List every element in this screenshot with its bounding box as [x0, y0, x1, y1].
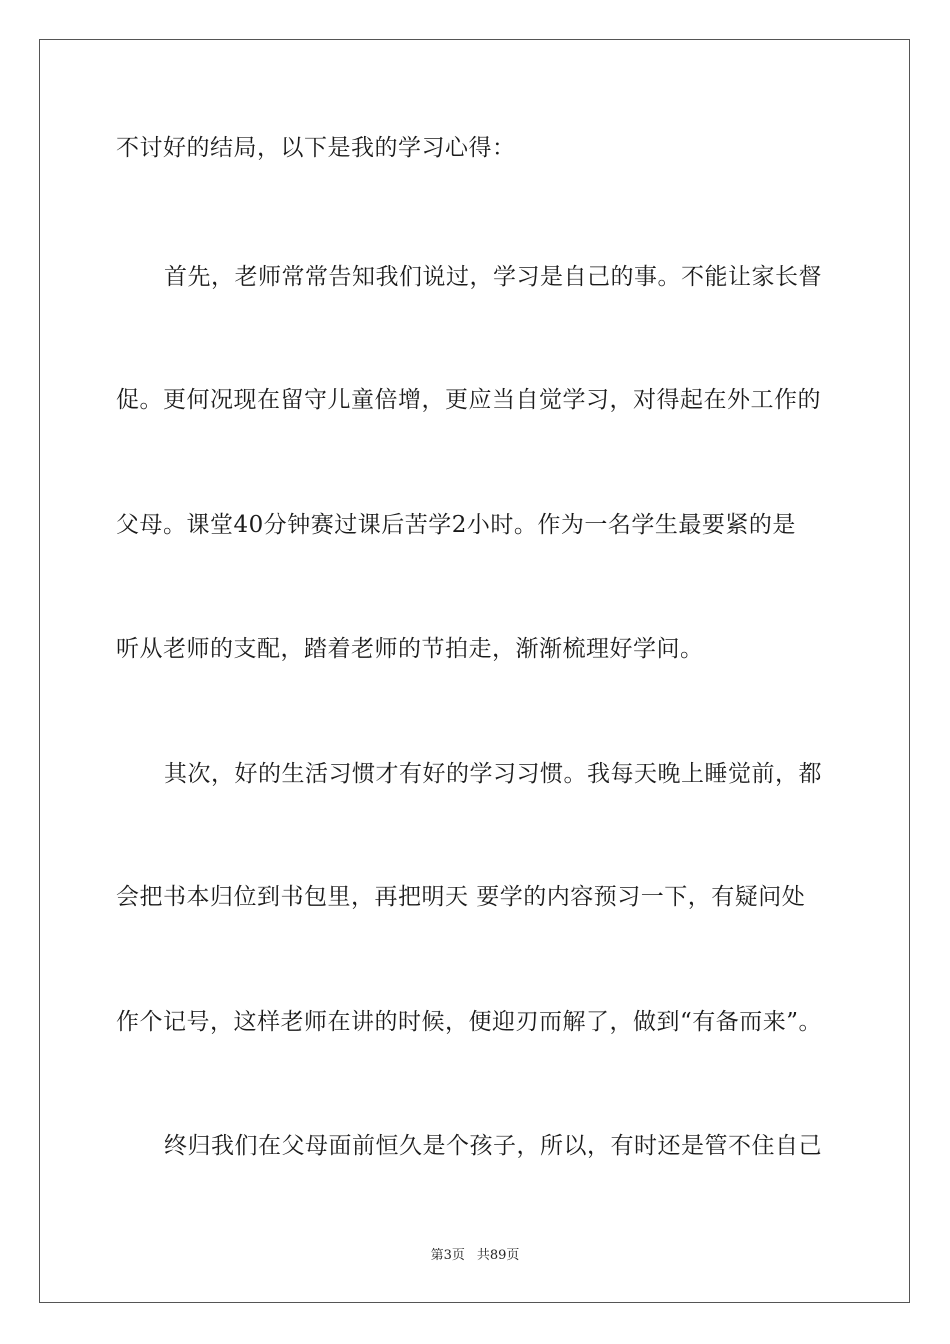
text-line: 父母。课堂40分钟赛过课后苦学2小时。作为一名学生最要紧的是 — [116, 512, 796, 538]
text-line: 不讨好的结局，以下是我的学习心得： — [116, 135, 516, 161]
total-pages: 共89页 — [476, 1248, 520, 1263]
page-number: 第3页 — [430, 1248, 465, 1263]
paragraph-first-line: 首先，老师常常告知我们说过，学习是自己的事。不能让家长督 — [164, 264, 822, 290]
page-border — [39, 39, 910, 1303]
text-line: 作个记号，这样老师在讲的时候，便迎刃而解了，做到“有备而来”。 — [116, 1009, 823, 1035]
text-line: 听从老师的支配，踏着老师的节拍走，渐渐梳理好学问。 — [116, 636, 704, 662]
page-footer — [0, 1247, 950, 1265]
text-line: 促。更何况现在留守儿童倍增，更应当自觉学习，对得起在外工作的 — [116, 387, 821, 413]
paragraph-first-line: 其次，好的生活习惯才有好的学习习惯。我每天晚上睡觉前，都 — [164, 761, 822, 787]
paragraph-first-line: 终归我们在父母面前恒久是个孩子，所以，有时还是管不住自己 — [164, 1133, 822, 1159]
text-line: 会把书本归位到书包里，再把明天 要学的内容预习一下，有疑问处 — [116, 884, 806, 910]
